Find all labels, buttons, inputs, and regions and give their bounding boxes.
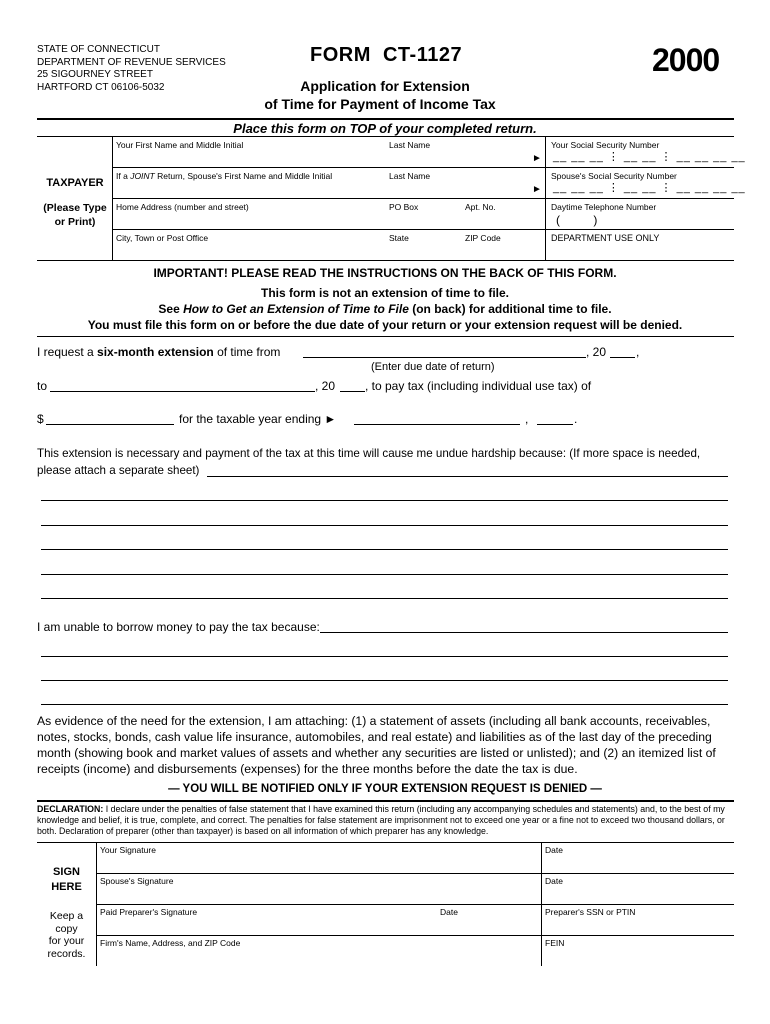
grid-line: [96, 935, 734, 936]
tax-amount-field[interactable]: [46, 424, 174, 425]
spouse-signature-field[interactable]: Spouse's Signature: [100, 876, 174, 886]
taxable-year-text: for the taxable year ending ►: [179, 412, 337, 426]
divider: [37, 336, 734, 337]
request-text-a: I request a: [37, 345, 98, 359]
home-address-field[interactable]: Home Address (number and street): [116, 202, 249, 212]
borrow-reason-field[interactable]: [41, 704, 728, 705]
spouse-name-field[interactable]: [116, 171, 332, 181]
borrow-reason-field[interactable]: [320, 632, 728, 633]
joint-word: JOINT: [130, 171, 155, 181]
place-on-top-notice: Place this form on TOP of your completed return.: [233, 121, 537, 136]
sign-here-label: [37, 865, 96, 895]
preparer-date-field[interactable]: Date: [440, 907, 458, 917]
last-name-field[interactable]: Last Name: [389, 140, 431, 150]
hardship-text-1: This extension is necessary and payment of the tax at this time will cause me undue hardship because: (If more space is needed,: [37, 447, 701, 460]
ssn-field[interactable]: __ __ __ ⋮ __ __ ⋮ __ __ __ __: [553, 151, 746, 163]
sign-label: SIGN: [53, 866, 80, 878]
form-title-line-1: Application for Extension: [300, 78, 470, 94]
grid-line: [96, 842, 97, 966]
please-type-label: (Please Type: [43, 202, 107, 214]
important-notice: IMPORTANT! PLEASE READ THE INSTRUCTIONS ON THE BACK OF THIS FORM.: [153, 266, 617, 280]
taxable-year-field[interactable]: [537, 424, 573, 425]
spouse-signature-date-field[interactable]: Date: [545, 876, 563, 886]
hardship-reason-field[interactable]: [41, 549, 728, 550]
form-title-line-2: of Time for Payment of Income Tax: [264, 96, 496, 112]
grid-line: [96, 904, 734, 905]
request-text-c: of time from: [213, 345, 281, 359]
hardship-reason-field[interactable]: [207, 476, 728, 477]
grid-line: [112, 167, 734, 168]
comma: ,: [525, 412, 529, 426]
grid-line: [112, 229, 734, 230]
address-line: 25 SIGOURNEY STREET: [37, 69, 153, 80]
grid-line: [112, 198, 734, 199]
your-signature-date-field[interactable]: Date: [545, 845, 563, 855]
grid-line: [545, 136, 546, 260]
notification-notice: — YOU WILL BE NOTIFIED ONLY IF YOUR EXTENSION REQUEST IS DENIED —: [168, 783, 602, 795]
grid-line: [112, 136, 113, 260]
instructions-reference: How to Get an Extension of Time to File: [183, 302, 409, 316]
divider: [37, 800, 734, 802]
zip-field[interactable]: ZIP Code: [465, 233, 501, 243]
declaration-text: I declare under the penalties of false statement that I have examined this return (including any accompanying schedules and statements) and, to the best of my knowledge and belief, it is true, complete, and correct. The penalties for false statement are imprisonment not to exceed one year or a fine not to exceed two thousand dollars, or both. Declaration of preparer (other than taxpayer) is based on all information of which preparer has any knowledge.: [37, 804, 725, 836]
ssn-label: Your Social Security Number: [551, 140, 660, 150]
how-to-get-extension: [0, 302, 770, 316]
or-print-label: or Print): [54, 216, 96, 228]
hardship-reason-field[interactable]: [41, 574, 728, 575]
arrow-right-icon: ►: [532, 153, 542, 164]
address-line: STATE OF CONNECTICUT: [37, 44, 160, 55]
spouse-last-name-field[interactable]: Last Name: [389, 171, 431, 181]
dollar-sign: $: [37, 412, 44, 426]
first-name-field[interactable]: Your First Name and Middle Initial: [116, 140, 244, 150]
form-number: FORM CT-1127: [310, 44, 463, 66]
city-field[interactable]: City, Town or Post Office: [116, 233, 209, 243]
state-field[interactable]: State: [389, 233, 409, 243]
enter-due-date-hint: (Enter due date of return): [371, 361, 495, 373]
declaration: [37, 804, 737, 837]
keep-line: records.: [47, 947, 86, 960]
preparer-ssn-field[interactable]: Preparer's SSN or PTIN: [545, 907, 636, 917]
grid-line: [541, 842, 542, 966]
your-signature-field[interactable]: Your Signature: [100, 845, 156, 855]
joint-suffix: Return, Spouse's First Name and Middle Initial: [154, 171, 333, 181]
hardship-reason-field[interactable]: [41, 598, 728, 599]
hardship-text-2: please attach a separate sheet): [37, 464, 200, 477]
on-back-text: (on back) for additional time to file.: [408, 302, 612, 316]
fein-field[interactable]: FEIN: [545, 938, 565, 948]
borrow-reason-field[interactable]: [41, 656, 728, 657]
extended-year-field[interactable]: [340, 391, 365, 392]
due-date-field[interactable]: [303, 357, 586, 358]
phone-field[interactable]: ( ): [556, 213, 598, 227]
not-extension-to-file: This form is not an extension of time to file.: [260, 286, 510, 300]
keep-line: copy: [55, 922, 78, 935]
spouse-ssn-field[interactable]: __ __ __ ⋮ __ __ ⋮ __ __ __ __: [553, 182, 746, 194]
see-text: See: [158, 302, 184, 316]
borrow-reason-field[interactable]: [41, 680, 728, 681]
taxable-year-end-field[interactable]: [354, 424, 520, 425]
extended-date-field[interactable]: [50, 391, 315, 392]
six-month-extension: six-month extension: [97, 345, 214, 359]
keep-line: for your: [48, 935, 85, 947]
apt-no-field[interactable]: Apt. No.: [465, 202, 496, 212]
period: .: [574, 412, 578, 426]
preparer-signature-field[interactable]: Paid Preparer's Signature: [100, 907, 198, 917]
arrow-right-icon: ►: [532, 184, 542, 195]
grid-line: [37, 260, 734, 261]
joint-prefix: If a: [116, 171, 131, 181]
borrow-text: I am unable to borrow money to pay the tax because:: [37, 620, 320, 634]
to-label: to: [37, 379, 48, 393]
grid-line: [96, 873, 734, 874]
pay-tax-text: , to pay tax (including individual use tax) of: [365, 379, 592, 393]
address-line: HARTFORD CT 06106-5032: [37, 81, 165, 93]
tax-year: 2000: [652, 42, 720, 78]
comma-20: , 20: [586, 345, 607, 359]
firm-name-field[interactable]: Firm's Name, Address, and ZIP Code: [100, 938, 241, 948]
spouse-ssn-label: Spouse's Social Security Number: [551, 171, 677, 181]
evidence-paragraph: As evidence of the need for the extension, I am attaching: (1) a statement of assets (including all bank accounts, receivables, notes, stocks, bonds, cash value life insurance, automobiles, and real estate) and liabilities as of the last day of the preceding month (showing book and market values of assets and whether any securities are listed or unlisted); and (2) an itemized list of receipts (income) and disbursements (expenses) for the three months before the date the tax is due.: [37, 714, 716, 776]
keep-copy-note: [37, 910, 96, 960]
grid-line: [37, 136, 734, 137]
hardship-reason-field[interactable]: [41, 500, 728, 501]
top-rule: [37, 118, 734, 120]
comma: ,: [636, 345, 640, 359]
grid-line: [37, 842, 734, 843]
declaration-label: DECLARATION:: [37, 804, 104, 814]
department-use-only: DEPARTMENT USE ONLY: [551, 233, 660, 243]
phone-label: Daytime Telephone Number: [551, 202, 657, 212]
po-box-field[interactable]: PO Box: [389, 202, 419, 212]
keep-line: Keep a: [49, 910, 84, 922]
taxpayer-label: TAXPAYER: [46, 177, 104, 189]
request-text: [37, 345, 280, 359]
address-line: DEPARTMENT OF REVENUE SERVICES: [37, 56, 226, 68]
due-year-field[interactable]: [610, 357, 635, 358]
comma-20-b: , 20: [315, 379, 336, 393]
hardship-reason-field[interactable]: [41, 525, 728, 526]
here-label: HERE: [51, 881, 82, 893]
due-date-warning: You must file this form on or before the due date of your return or your extension request will be denied.: [87, 318, 683, 332]
